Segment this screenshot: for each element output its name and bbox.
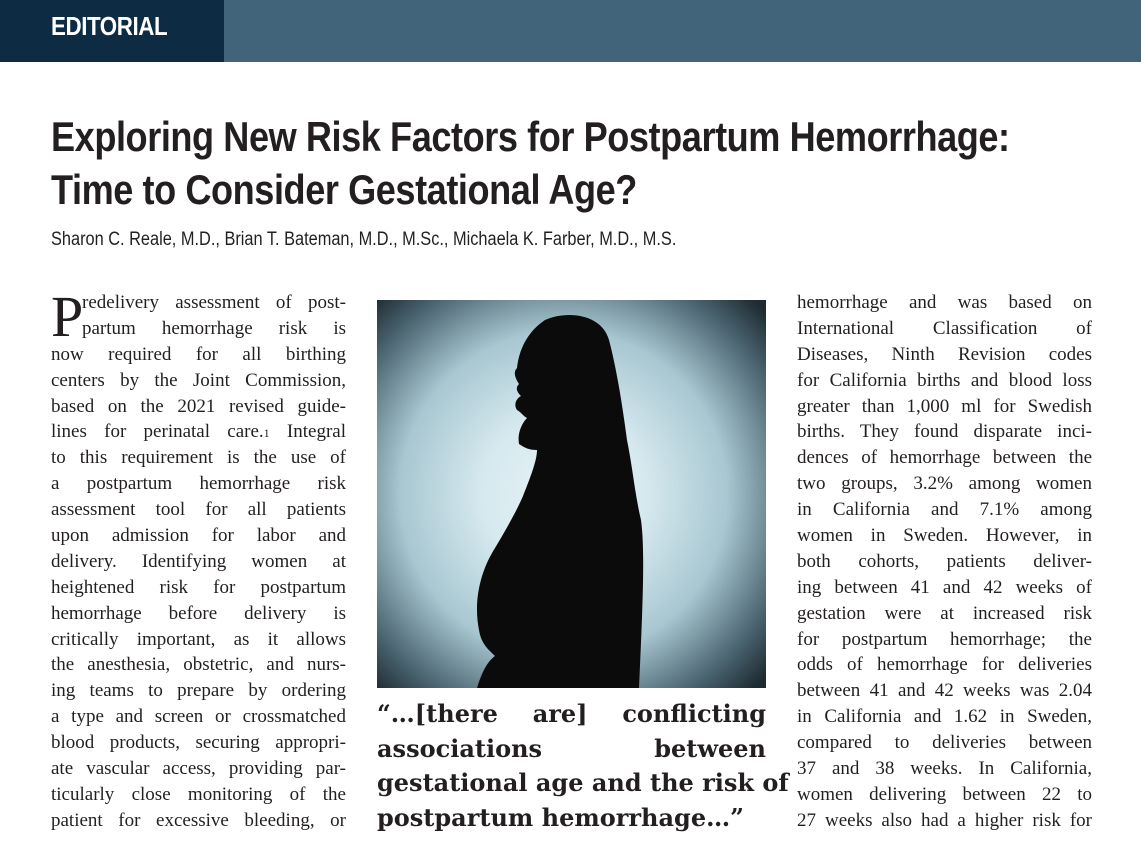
drop-cap: P	[51, 284, 84, 349]
pull-quote-line: gestational age and the risk of	[377, 768, 789, 797]
body-line: centers by the Joint Commission,	[51, 369, 346, 391]
body-line: greater than 1,000 ml for Swedish	[797, 395, 1092, 417]
body-line: upon admission for labor and	[51, 525, 346, 547]
author-list: Sharon C. Reale, M.D., Brian T. Bateman, M.D., M.Sc., Michaela K. Farber, M.D., M.S.	[51, 229, 677, 250]
body-line: compared to deliveries between	[797, 732, 1092, 754]
body-line: now required for all birthing	[51, 343, 346, 365]
body-line: ing between 41 and 42 weeks of	[797, 576, 1092, 598]
title-line: Time to Consider Gestational Age?	[51, 166, 637, 213]
body-line: hemorrhage and was based on	[797, 292, 1092, 313]
pull-quote-line: postpartum hemorrhage…”	[377, 802, 744, 832]
body-line: between 41 and 42 weeks was 2.04	[797, 680, 1092, 702]
body-line-text: lines for perinatal care.	[51, 421, 264, 443]
body-line: odds of hemorrhage for deliveries	[797, 654, 1092, 676]
body-line: both cohorts, patients deliver-	[797, 550, 1092, 572]
body-line: gestation were at increased risk	[797, 602, 1092, 624]
body-line: critically important, as it allows	[51, 628, 346, 650]
body-line: the anesthesia, obstetric, and nurs-	[51, 654, 346, 676]
pregnant-silhouette-photo	[377, 300, 766, 688]
body-line: ate vascular access, providing par-	[51, 758, 346, 780]
body-line: partum hemorrhage risk is	[82, 317, 346, 339]
reference-marker: 1	[263, 426, 270, 441]
body-line: for postpartum hemorrhage; the	[797, 628, 1092, 650]
body-line: redelivery assessment of post-	[82, 292, 346, 313]
body-line: ing teams to prepare by ordering	[51, 680, 346, 702]
body-column-1	[51, 284, 346, 834]
body-line: blood products, securing appropri-	[51, 732, 346, 754]
body-line: in California and 1.62 in Sweden,	[797, 706, 1092, 728]
section-tag-label: EDITORIAL	[51, 11, 168, 41]
body-line: assessment tool for all patients	[51, 499, 346, 521]
body-line: in California and 7.1% among	[797, 499, 1092, 521]
body-line: to this requirement is the use of	[51, 447, 346, 469]
body-line: a postpartum hemorrhage risk	[51, 473, 346, 495]
section-tag	[0, 0, 224, 62]
body-line: births. They found disparate inci-	[797, 421, 1092, 443]
body-column-3	[797, 290, 1092, 834]
body-line: women delivering between 22 to	[797, 783, 1092, 805]
body-line-text: Integral	[286, 421, 346, 443]
pull-quote-line: associations between	[377, 733, 766, 763]
body-line: a type and screen or crossmatched	[51, 706, 346, 728]
body-line: for California births and blood loss	[797, 369, 1092, 391]
body-line: 27 weeks also had a higher risk for	[797, 809, 1092, 831]
body-line: hemorrhage before delivery is	[51, 602, 346, 624]
pull-quote-line: “…[there are] conflicting	[377, 699, 766, 728]
body-line: International Classification of	[797, 317, 1092, 339]
body-line: women in Sweden. However, in	[797, 525, 1092, 547]
body-line: ticularly close monitoring of the	[51, 783, 346, 805]
body-line: dences of hemorrhage between the	[797, 447, 1092, 469]
article-title	[51, 110, 1083, 216]
silhouette-graphic	[377, 300, 766, 688]
pull-quote	[377, 697, 789, 835]
body-line: delivery. Identifying women at	[51, 550, 346, 572]
body-line: Diseases, Ninth Revision codes	[797, 343, 1092, 365]
body-line: two groups, 3.2% among women	[797, 473, 1092, 495]
body-line	[51, 419, 346, 445]
body-line: heightened risk for postpartum	[51, 576, 346, 598]
body-line: patient for excessive bleeding, or	[51, 809, 346, 831]
body-line: 37 and 38 weeks. In California,	[797, 758, 1092, 780]
title-line: Exploring New Risk Factors for Postpartum Hemorrhage:	[51, 113, 1010, 160]
body-line: based on the 2021 revised guide-	[51, 395, 346, 417]
